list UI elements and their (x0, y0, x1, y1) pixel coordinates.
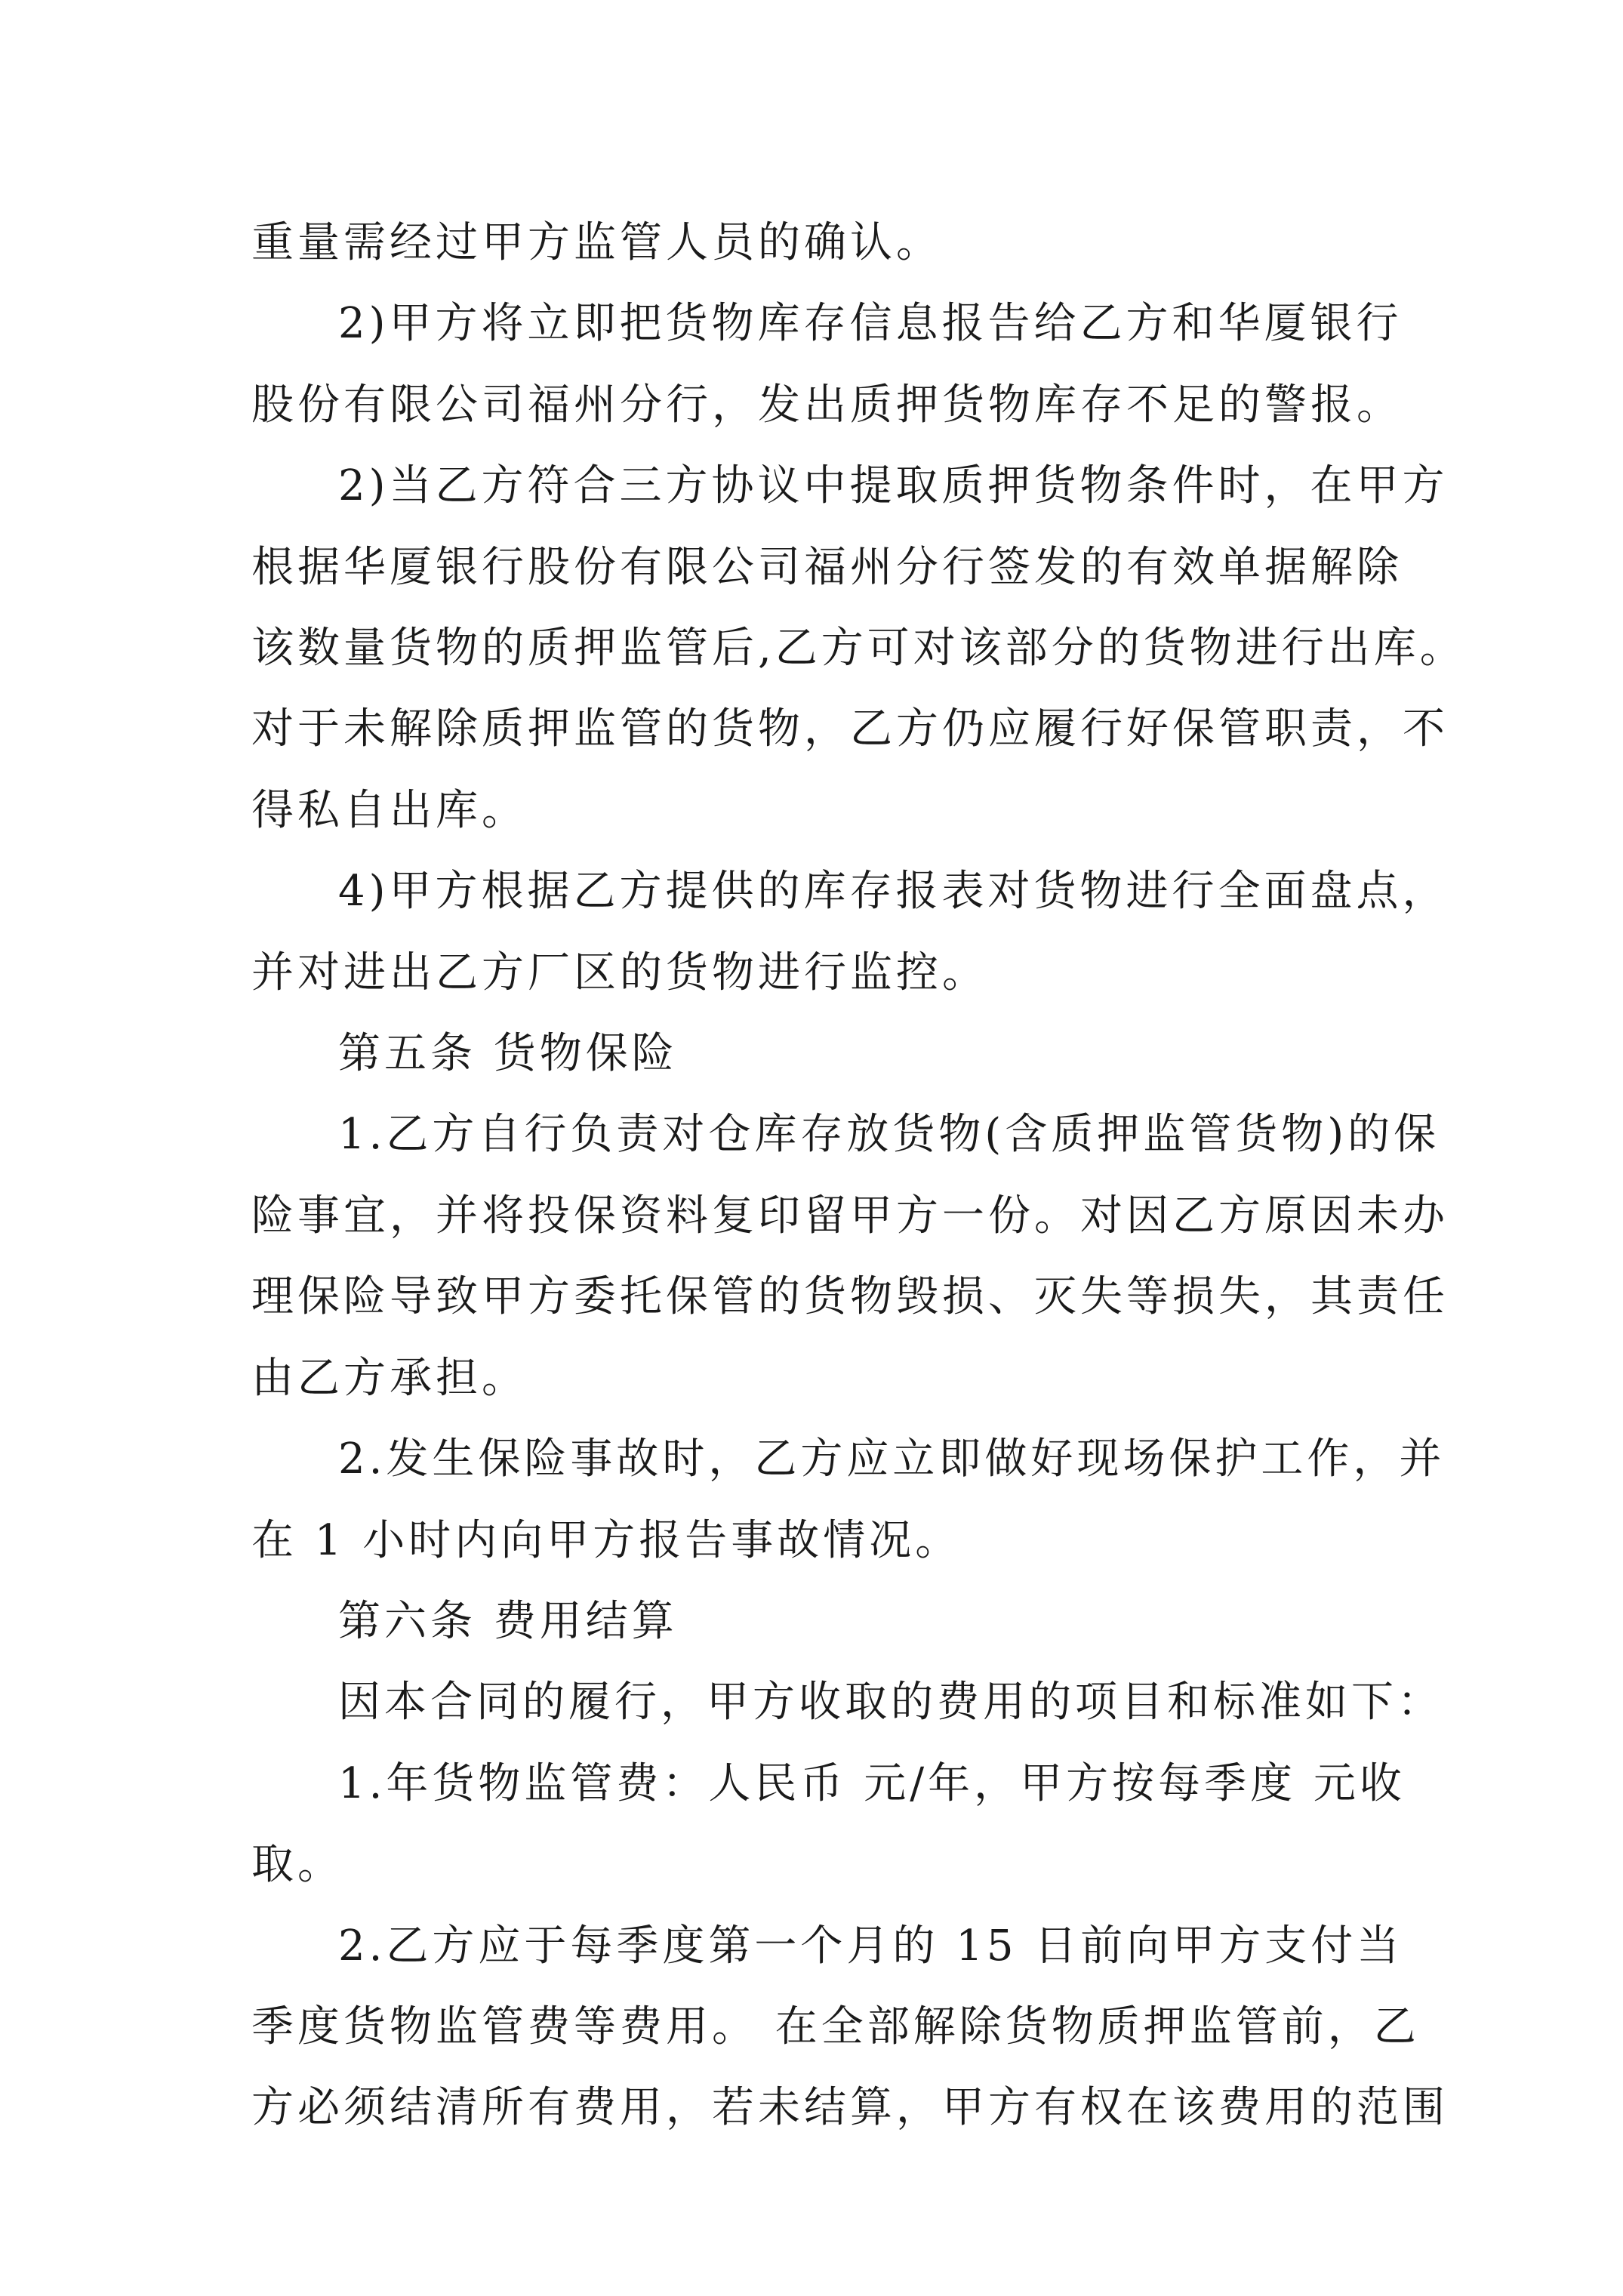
text-line: 在 1 小时内向甲方报告事故情况。 (251, 1515, 962, 1565)
section-heading: 第六条 费用结算 (338, 1596, 678, 1646)
section-heading: 第五条 货物保险 (338, 1029, 678, 1079)
text-line: 2)甲方将立即把货物库存信息报告给乙方和华厦银行 (338, 299, 1403, 349)
text-line: 1.乙方自行负责对仓库存放货物(含质押监管货物)的保 (338, 1110, 1440, 1160)
text-line: 4)甲方根据乙方提供的库存报表对货物进行全面盘点， (338, 867, 1449, 917)
text-line: 重量需经过甲方监管人员的确认。 (251, 218, 942, 267)
text-line: 2.发生保险事故时，乙方应立即做好现场保护工作，并 (338, 1435, 1446, 1484)
text-line: 对于未解除质押监管的货物，乙方仍应履行好保管职责，不 (251, 704, 1449, 754)
text-line: 2.乙方应于每季度第一个月的 15 日前向甲方支付当 (338, 1921, 1403, 1971)
text-line: 取。 (251, 1840, 343, 1890)
text-line: 2)当乙方符合三方协议中提取质押货物条件时，在甲方 (338, 461, 1449, 511)
text-line: 股份有限公司福州分行，发出质押货物库存不足的警报。 (251, 380, 1403, 430)
text-line: 得私自出库。 (251, 785, 528, 835)
text-line: 由乙方承担。 (251, 1353, 528, 1403)
text-line: 根据华厦银行股份有限公司福州分行签发的有效单据解除 (251, 542, 1403, 592)
text-line: 险事宜，并将投保资料复印留甲方一份。对因乙方原因未办 (251, 1191, 1449, 1240)
text-line: 1.年货物监管费：人民币 元/年，甲方按每季度 元收 (338, 1758, 1406, 1808)
text-line: 该数量货物的质押监管后,乙方可对该部分的货物进行出库。 (251, 624, 1466, 673)
text-line: 因本合同的履行，甲方收取的费用的项目和标准如下： (338, 1678, 1443, 1727)
text-line: 理保险导致甲方委托保管的货物毁损、灭失等损失，其责任 (251, 1272, 1449, 1322)
text-line: 方必须结清所有费用，若未结算，甲方有权在该费用的范围 (251, 2083, 1449, 2133)
document-body (251, 202, 1466, 2149)
text-line: 季度货物监管费等费用。 在全部解除货物质押监管前，乙 (251, 2002, 1420, 2051)
text-line: 并对进出乙方厂区的货物进行监控。 (251, 948, 988, 997)
